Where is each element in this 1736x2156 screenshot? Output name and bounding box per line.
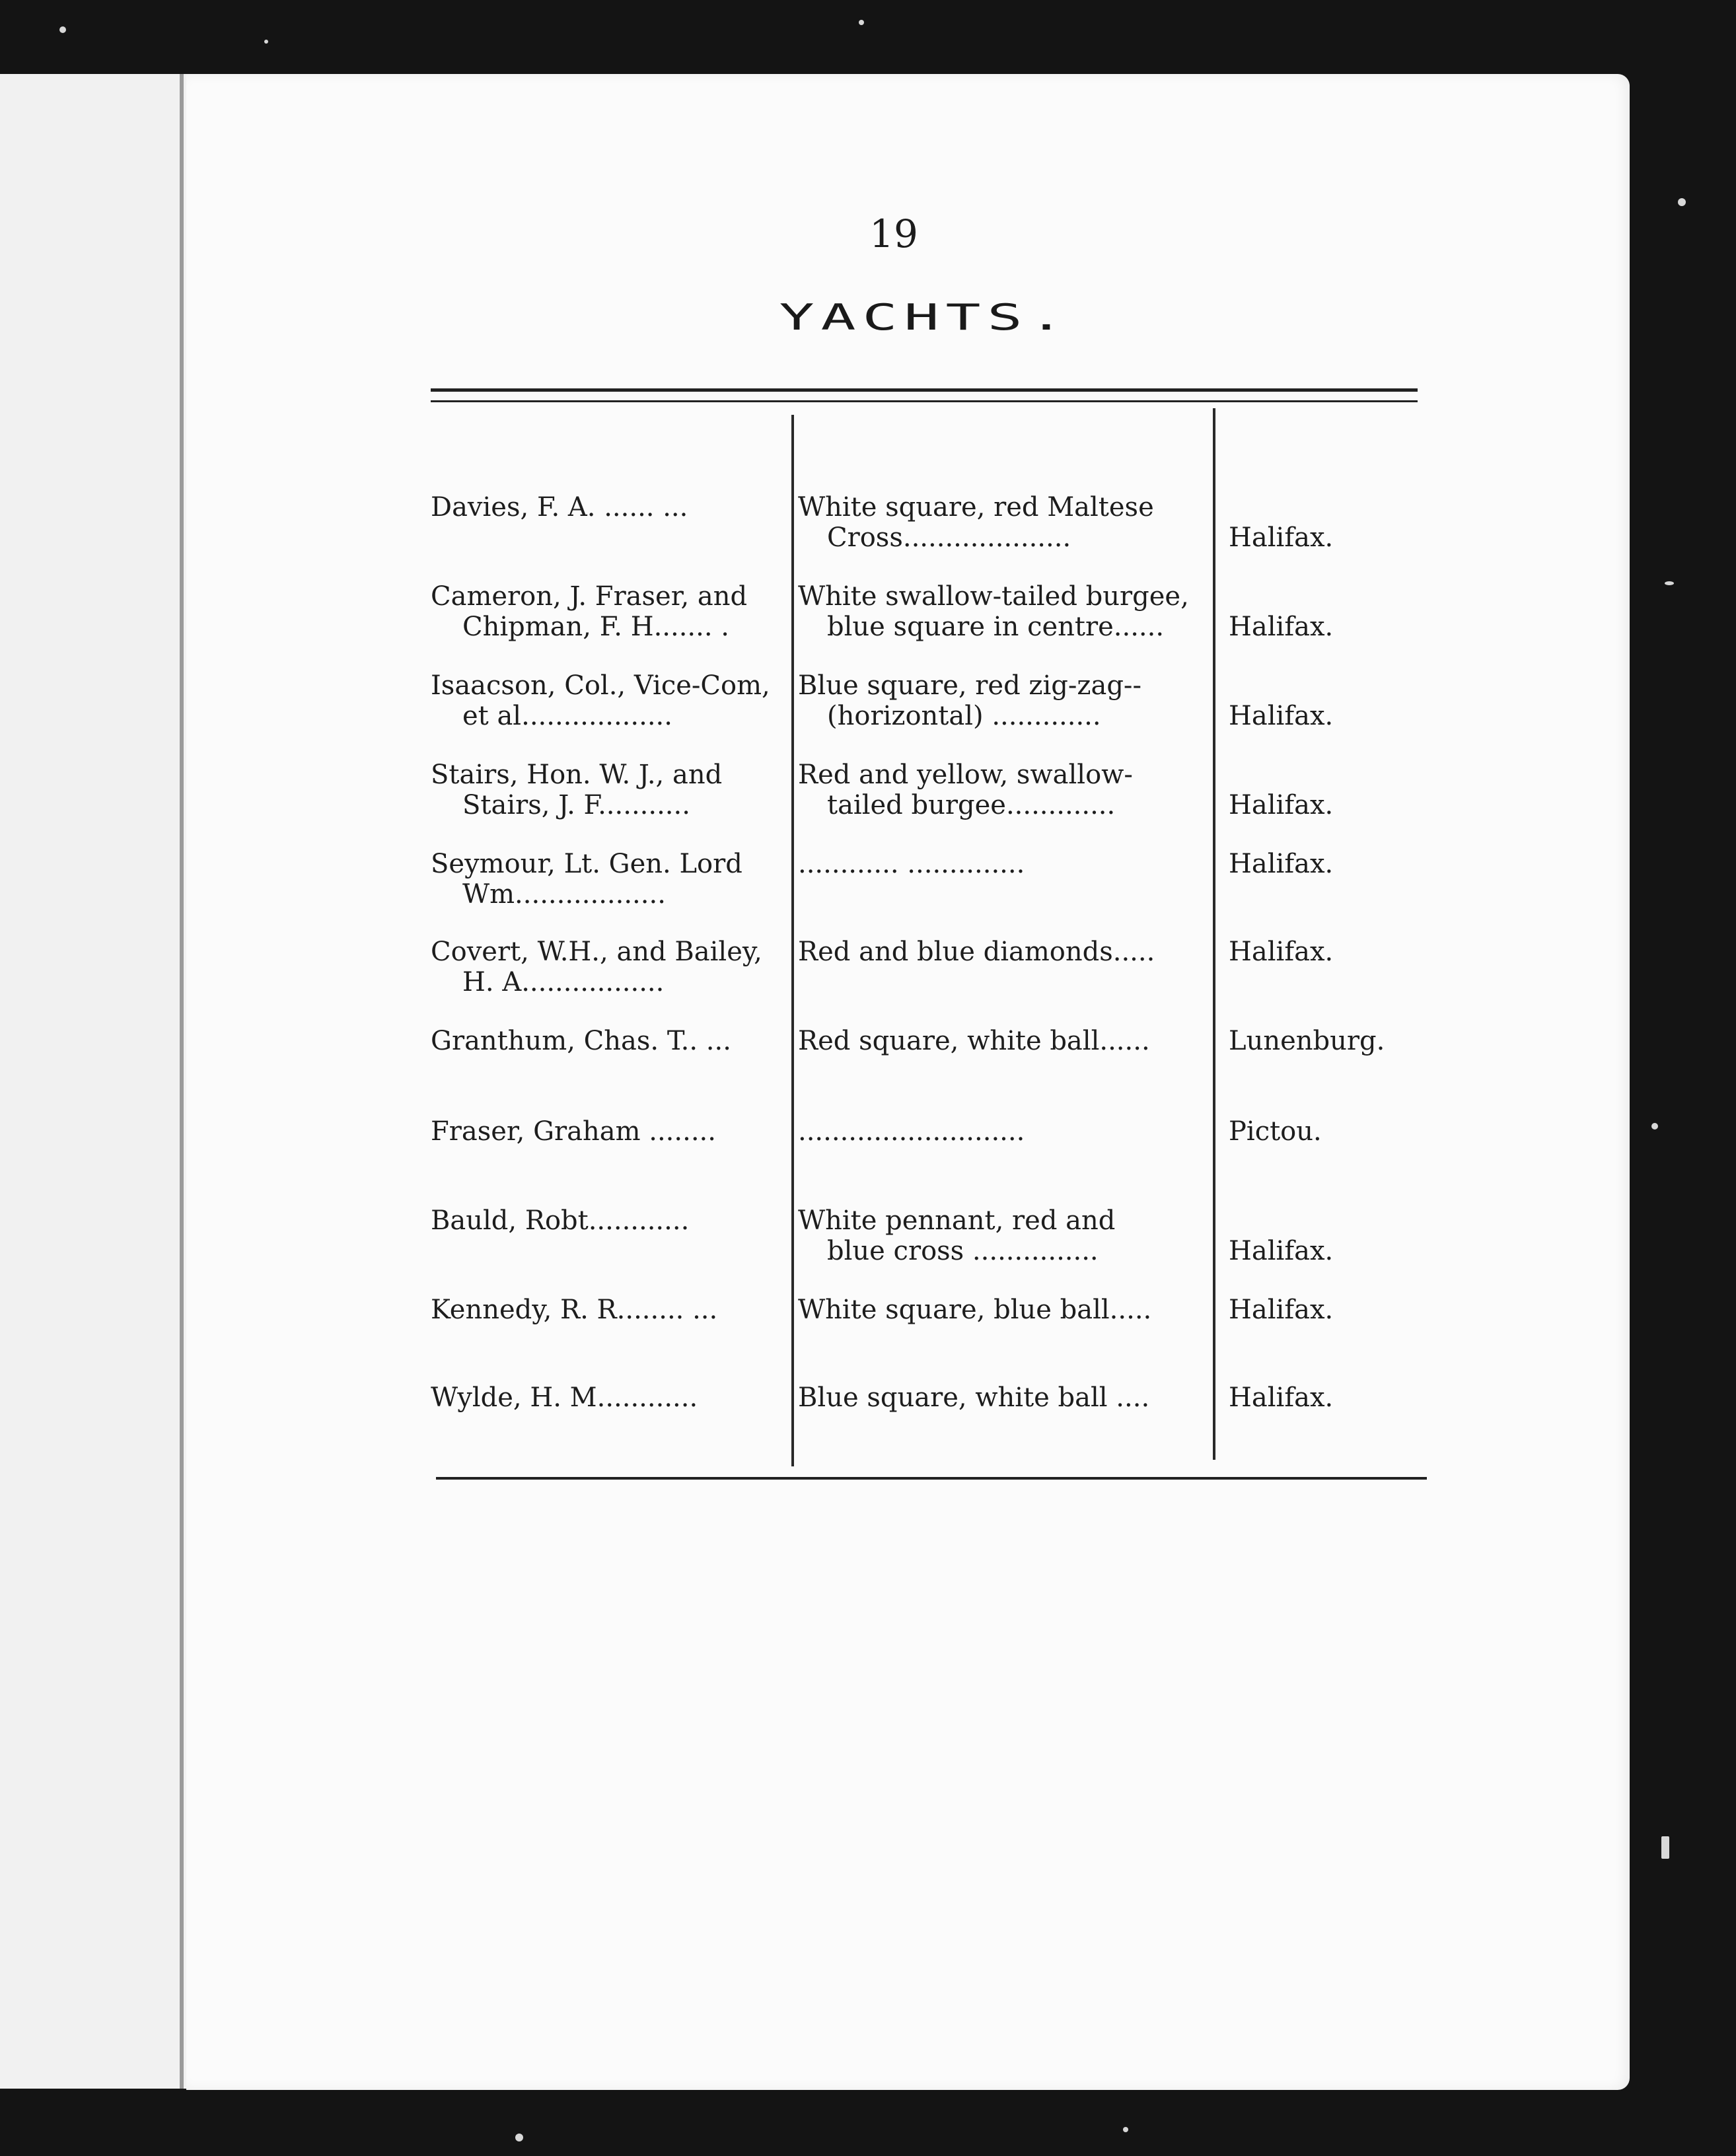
scan-speck bbox=[1665, 581, 1674, 585]
flag-line-1: Blue square, red zig-zag-- bbox=[798, 670, 1141, 701]
page-fold-line bbox=[180, 74, 184, 2089]
owner-line-1: Stairs, Hon. W. J., and bbox=[431, 760, 723, 790]
yacht-port: Pictou. bbox=[1229, 1116, 1322, 1147]
scan-speck bbox=[59, 26, 66, 33]
flag-line-1: Red and blue diamonds..... bbox=[798, 937, 1155, 967]
yacht-port: Halifax. bbox=[1229, 612, 1334, 642]
owner-line-1: Granthum, Chas. T.. ... bbox=[431, 1026, 731, 1056]
owner-line-1: Isaacson, Col., Vice-Com, bbox=[431, 670, 770, 701]
yacht-owner bbox=[431, 1383, 791, 1413]
section-heading: YACHTS. bbox=[779, 296, 1071, 338]
flag-line-1: ........................... bbox=[798, 1116, 1025, 1147]
flag-line-2: (horizontal) ............. bbox=[827, 701, 1101, 731]
owner-line-1: Kennedy, R. R........ ... bbox=[431, 1295, 718, 1325]
yacht-flag bbox=[798, 1116, 1208, 1147]
scan-speck bbox=[264, 40, 268, 44]
scan-speck bbox=[1123, 2127, 1128, 2132]
owner-line-1: Seymour, Lt. Gen. Lord bbox=[431, 849, 742, 879]
yacht-flag bbox=[798, 1205, 1208, 1266]
yacht-flag bbox=[798, 760, 1208, 820]
owner-line-2: Chipman, F. H....... . bbox=[462, 612, 730, 642]
scan-speck bbox=[515, 2134, 523, 2141]
flag-line-1: White square, blue ball..... bbox=[798, 1295, 1152, 1325]
yacht-owner bbox=[431, 760, 791, 820]
owner-line-2: Stairs, J. F........... bbox=[462, 790, 690, 820]
yacht-flag bbox=[798, 1383, 1208, 1413]
scan-speck bbox=[1661, 1836, 1669, 1859]
scan-speck bbox=[1651, 1123, 1658, 1130]
scan-speck bbox=[859, 20, 864, 25]
yacht-port: Halifax. bbox=[1229, 1236, 1334, 1266]
flag-line-1: ............ .............. bbox=[798, 849, 1025, 879]
yacht-flag bbox=[798, 849, 1208, 879]
owner-line-1: Bauld, Robt............ bbox=[431, 1205, 690, 1236]
flag-line-1: Red and yellow, swallow- bbox=[798, 760, 1133, 790]
yacht-port: Halifax. bbox=[1229, 790, 1334, 820]
top-rule-thin bbox=[431, 400, 1418, 402]
page-number: 19 bbox=[869, 211, 918, 256]
column-separator-right bbox=[1213, 408, 1215, 1460]
flag-line-1: Red square, white ball...... bbox=[798, 1026, 1150, 1056]
yacht-port: Lunenburg. bbox=[1229, 1026, 1385, 1056]
yacht-owner bbox=[431, 1026, 791, 1056]
bottom-rule bbox=[436, 1477, 1427, 1480]
yacht-port: Halifax. bbox=[1229, 1383, 1334, 1413]
yacht-owner bbox=[431, 670, 791, 731]
yacht-owner bbox=[431, 849, 791, 910]
owner-line-2: et al.................. bbox=[462, 701, 672, 731]
flag-line-2: blue cross ............... bbox=[827, 1236, 1099, 1266]
flag-line-2: blue square in centre...... bbox=[827, 612, 1165, 642]
yacht-flag bbox=[798, 492, 1208, 553]
owner-line-2: Wm.................. bbox=[462, 879, 666, 910]
facing-page-edge bbox=[0, 74, 198, 2089]
flag-line-2: tailed burgee............. bbox=[827, 790, 1116, 820]
flag-line-1: White swallow-tailed burgee, bbox=[798, 581, 1189, 612]
yacht-owner bbox=[431, 492, 791, 522]
yacht-owner bbox=[431, 1205, 791, 1236]
yacht-port: Halifax. bbox=[1229, 849, 1334, 879]
yacht-owner bbox=[431, 581, 791, 642]
flag-line-1: Blue square, white ball .... bbox=[798, 1383, 1150, 1413]
yacht-port: Halifax. bbox=[1229, 1295, 1334, 1325]
yacht-owner bbox=[431, 1295, 791, 1325]
yacht-flag bbox=[798, 670, 1208, 731]
yacht-owner bbox=[431, 1116, 791, 1147]
owner-line-1: Davies, F. A. ...... ... bbox=[431, 492, 688, 522]
scan-speck bbox=[1678, 198, 1686, 206]
owner-line-2: H. A................. bbox=[462, 967, 665, 997]
yacht-port: Halifax. bbox=[1229, 522, 1334, 553]
yacht-flag bbox=[798, 1295, 1208, 1325]
top-rule-thick bbox=[431, 388, 1418, 392]
yacht-port: Halifax. bbox=[1229, 701, 1334, 731]
document-page bbox=[186, 74, 1630, 2090]
yacht-owner bbox=[431, 937, 791, 997]
yacht-flag bbox=[798, 1026, 1208, 1056]
flag-line-2: Cross.................... bbox=[827, 522, 1071, 553]
yacht-flag bbox=[798, 937, 1208, 967]
yacht-port: Halifax. bbox=[1229, 937, 1334, 967]
owner-line-1: Covert, W.H., and Bailey, bbox=[431, 937, 762, 967]
owner-line-1: Fraser, Graham ........ bbox=[431, 1116, 716, 1147]
flag-line-1: White pennant, red and bbox=[798, 1205, 1116, 1236]
flag-line-1: White square, red Maltese bbox=[798, 492, 1154, 522]
owner-line-1: Cameron, J. Fraser, and bbox=[431, 581, 748, 612]
column-separator-left bbox=[791, 415, 794, 1466]
owner-line-1: Wylde, H. M............ bbox=[431, 1383, 698, 1413]
yacht-flag bbox=[798, 581, 1208, 642]
